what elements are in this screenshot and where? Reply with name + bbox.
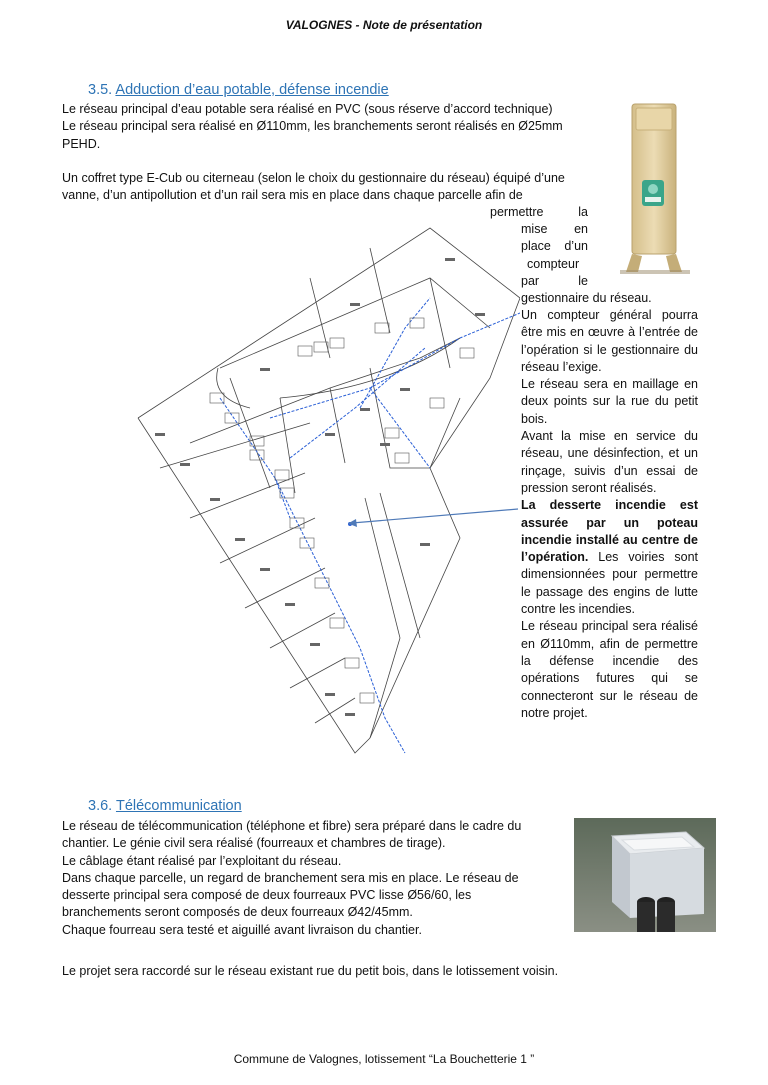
text-line: Chaque fourreau sera testé et aiguillé avant livraison du chantier. (62, 922, 422, 937)
ecub-coffret-image (620, 100, 690, 280)
paragraph-connection: Le projet sera raccordé sur le réseau existant rue du petit bois, dans le lotissement voisin. (62, 964, 559, 978)
page-header: VALOGNES - Note de présentation (285, 18, 483, 32)
text-line: PEHD. (62, 136, 101, 151)
text-line: Un coffret type E-Cub ou citerneau (selon le choix du gestionnaire du réseau) équipé d’une (62, 171, 565, 185)
text-line: branchements seront composés de deux fourreaux Ø42/45mm. (62, 905, 413, 920)
telecom-chamber-photo (574, 818, 716, 932)
paragraph-disinfection: Avant la mise en service du réseau, une désinfection, et un rinçage, suivis d’un essai de pression seront réalisés. (521, 429, 698, 495)
text-line: compteur (527, 257, 580, 271)
section-heading-3-6 (88, 798, 242, 814)
plan-boundary (138, 228, 520, 418)
text-line: Dans chaque parcelle, un regard de branchement sera mis en place. Le réseau de (62, 870, 519, 885)
paragraph-general-meter: Un compteur général pourra être mis en œuvre à l’entrée de l’opération si le gestionnaire du réseau l’exige. (521, 308, 698, 374)
right-column-text (521, 307, 698, 722)
section-title: Télécommunication (115, 798, 242, 814)
text-line: Le réseau principal d’eau potable sera réalisé en PVC (sous réserve d’accord technique) (62, 102, 553, 116)
paragraph-water-network (62, 101, 562, 153)
paragraph-telecom (62, 818, 521, 939)
text-line: desserte principal sera composé de deux fourreaux PVC lisse Ø56/60, les (62, 888, 472, 903)
text-line: mise en (521, 222, 588, 236)
section-title: Adduction d’eau potable, défense incendie (115, 82, 389, 98)
text-line: place d’un (521, 239, 588, 253)
fire-defense-rest: Les voiries sont dimensionnées pour permettre le passage des engins de lutte contre les incendies. (521, 550, 698, 617)
paragraph-main-network: Le réseau principal sera réalisé en Ø110mm, afin de permettre la défense incendie des opérations futures qui se connecteront sur le réseau de notre projet. (521, 619, 698, 720)
hydrant-pointer-arrow (340, 505, 520, 535)
section-number: 3.6. (88, 798, 113, 814)
paragraph-coffret (62, 170, 565, 205)
site-plan-drawing (130, 218, 520, 768)
text-line: Le câblage étant réalisé par l’exploitant du réseau. (62, 853, 342, 868)
text-line: vanne, d’un antipollution et d’un rail sera mis en place dans chaque parcelle afin de (62, 188, 523, 203)
paragraph-meshing: Le réseau sera en maillage en deux points sur la rue du petit bois. (521, 377, 698, 426)
text-line: gestionnaire du réseau. (521, 291, 652, 305)
page-footer: Commune de Valognes, lotissement “La Bouchetterie 1 ” (233, 1052, 535, 1066)
section-heading-3-5 (88, 82, 389, 98)
text-line: chantier. Le génie civil sera réalisé (fourreaux et chambres de tirage). (62, 836, 446, 851)
text-line: Le réseau principal sera réalisé en Ø110mm, les branchements seront réalisés en Ø25mm (62, 119, 563, 134)
section-number: 3.5. (88, 82, 113, 98)
text-line: permettre la (490, 205, 588, 219)
text-line: Le réseau de télécommunication (téléphone et fibre) sera préparé dans le cadre du (62, 819, 522, 833)
text-line: par le (521, 274, 588, 288)
fire-defense-bold: La desserte incendie est assurée par un poteau incendie installé au centre de l’opération. (521, 498, 698, 565)
paragraph-fire-defense (521, 497, 698, 618)
